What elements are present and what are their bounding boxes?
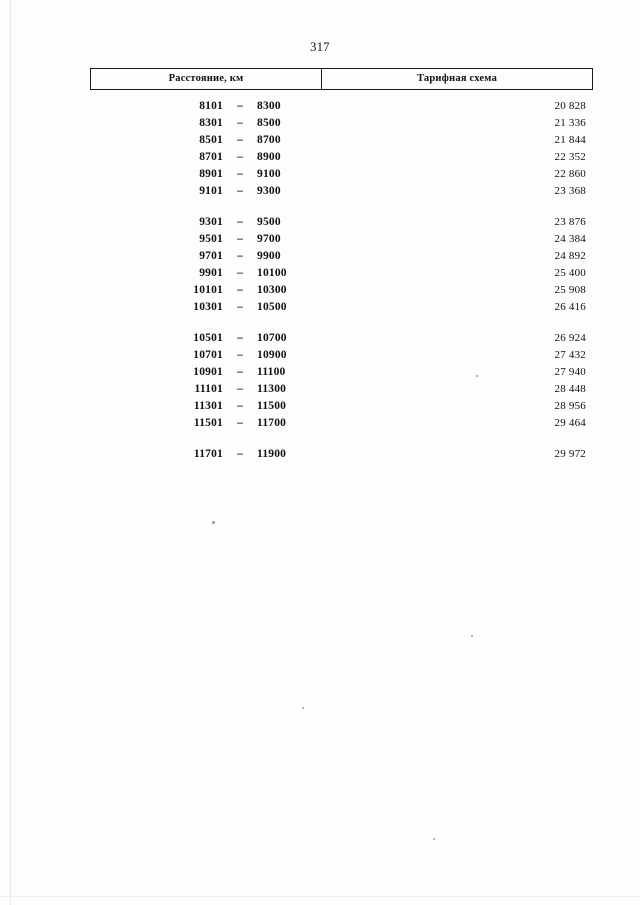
distance-to: 11100 xyxy=(257,366,286,378)
table-row xyxy=(90,284,590,301)
distance-from: 8301 xyxy=(199,117,223,129)
range-dash: – xyxy=(237,151,243,163)
tariff-value: 20 828 xyxy=(554,100,586,112)
range-dash: – xyxy=(237,366,243,378)
tariff-value: 29 972 xyxy=(554,448,586,460)
table-row xyxy=(90,400,590,417)
distance-to: 9900 xyxy=(257,250,281,262)
tariff-value: 22 860 xyxy=(554,168,586,180)
distance-to: 8700 xyxy=(257,134,281,146)
distance-from: 10901 xyxy=(193,366,223,378)
table-row xyxy=(90,134,590,151)
distance-to: 8500 xyxy=(257,117,281,129)
tariff-value: 24 384 xyxy=(554,233,586,245)
table-row-group xyxy=(90,100,590,202)
range-dash: – xyxy=(237,383,243,395)
table-row xyxy=(90,216,590,233)
distance-from: 10501 xyxy=(193,332,223,344)
table-row xyxy=(90,100,590,117)
distance-to: 9500 xyxy=(257,216,281,228)
range-dash: – xyxy=(237,250,243,262)
distance-from: 8101 xyxy=(199,100,223,112)
table-row xyxy=(90,383,590,400)
tariff-table-head xyxy=(90,68,593,90)
distance-to: 10700 xyxy=(257,332,287,344)
table-header xyxy=(90,68,590,90)
tariff-value: 21 844 xyxy=(554,134,586,146)
table-row xyxy=(90,332,590,349)
distance-from: 9501 xyxy=(199,233,223,245)
column-header-distance: Расстояние, км xyxy=(91,69,322,90)
tariff-table-body xyxy=(90,100,590,479)
distance-to: 8900 xyxy=(257,151,281,163)
range-dash: – xyxy=(237,168,243,180)
distance-to: 8300 xyxy=(257,100,281,112)
table-row xyxy=(90,267,590,284)
table-row xyxy=(90,233,590,250)
range-dash: – xyxy=(237,332,243,344)
range-dash: – xyxy=(237,100,243,112)
distance-to: 11700 xyxy=(257,417,287,429)
table-row-group xyxy=(90,448,590,465)
distance-to: 9700 xyxy=(257,233,281,245)
tariff-value: 25 400 xyxy=(554,267,586,279)
scan-speck xyxy=(212,521,215,524)
range-dash: – xyxy=(237,267,243,279)
distance-from: 11301 xyxy=(193,400,223,412)
distance-from: 11701 xyxy=(193,448,223,460)
distance-from: 8901 xyxy=(199,168,223,180)
distance-to: 11500 xyxy=(257,400,287,412)
tariff-value: 24 892 xyxy=(554,250,586,262)
range-dash: – xyxy=(237,284,243,296)
tariff-value: 27 940 xyxy=(554,366,586,378)
distance-from: 9301 xyxy=(199,216,223,228)
tariff-value: 27 432 xyxy=(554,349,586,361)
column-header-tariff: Тарифная схема xyxy=(322,69,593,90)
tariff-value: 26 416 xyxy=(554,301,586,313)
tariff-value: 22 352 xyxy=(554,151,586,163)
distance-from: 10301 xyxy=(193,301,223,313)
distance-from: 8501 xyxy=(199,134,223,146)
table-row xyxy=(90,250,590,267)
distance-to: 10500 xyxy=(257,301,287,313)
table-row xyxy=(90,366,590,383)
range-dash: – xyxy=(237,349,243,361)
table-row xyxy=(90,185,590,202)
distance-to: 11300 xyxy=(257,383,287,395)
table-row xyxy=(90,417,590,434)
table-row xyxy=(90,168,590,185)
distance-to: 10300 xyxy=(257,284,287,296)
scan-speck xyxy=(302,707,304,709)
distance-to: 10900 xyxy=(257,349,287,361)
scan-speck xyxy=(476,375,478,377)
range-dash: – xyxy=(237,216,243,228)
table-row xyxy=(90,117,590,134)
tariff-value: 21 336 xyxy=(554,117,586,129)
range-dash: – xyxy=(237,134,243,146)
distance-from: 10701 xyxy=(193,349,223,361)
distance-to: 11900 xyxy=(257,448,287,460)
tariff-value: 25 908 xyxy=(554,284,586,296)
distance-from: 9701 xyxy=(199,250,223,262)
scan-speck xyxy=(433,838,435,840)
table-row xyxy=(90,151,590,168)
range-dash: – xyxy=(237,301,243,313)
tariff-value: 28 956 xyxy=(554,400,586,412)
table-header-row xyxy=(91,69,593,90)
distance-to: 9300 xyxy=(257,185,281,197)
tariff-value: 29 464 xyxy=(554,417,586,429)
table-row xyxy=(90,448,590,465)
table-row xyxy=(90,301,590,318)
distance-from: 11101 xyxy=(194,383,223,395)
distance-from: 11501 xyxy=(193,417,223,429)
scan-speck xyxy=(471,635,473,637)
range-dash: – xyxy=(237,185,243,197)
table-row xyxy=(90,349,590,366)
distance-to: 10100 xyxy=(257,267,287,279)
range-dash: – xyxy=(237,400,243,412)
page-number: 317 xyxy=(310,40,330,54)
table-row-group xyxy=(90,216,590,318)
table-row-group xyxy=(90,332,590,434)
tariff-value: 23 876 xyxy=(554,216,586,228)
range-dash: – xyxy=(237,417,243,429)
distance-to: 9100 xyxy=(257,168,281,180)
range-dash: – xyxy=(237,233,243,245)
distance-from: 9101 xyxy=(199,185,223,197)
distance-from: 8701 xyxy=(199,151,223,163)
range-dash: – xyxy=(237,448,243,460)
tariff-value: 28 448 xyxy=(554,383,586,395)
tariff-value: 26 924 xyxy=(554,332,586,344)
tariff-value: 23 368 xyxy=(554,185,586,197)
range-dash: – xyxy=(237,117,243,129)
scan-edge-left xyxy=(10,0,11,905)
distance-from: 10101 xyxy=(193,284,223,296)
scan-edge-bottom xyxy=(0,896,640,897)
distance-from: 9901 xyxy=(199,267,223,279)
